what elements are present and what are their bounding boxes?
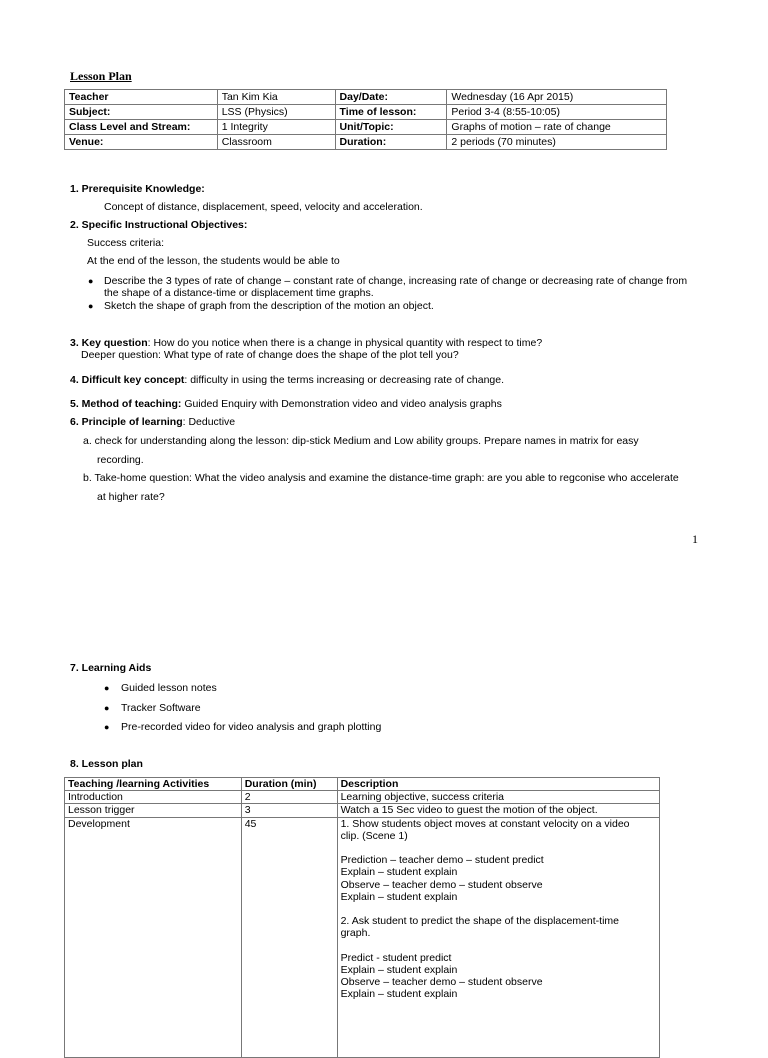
label-subject: Subject: [65,105,218,120]
section5-line [70,398,502,410]
section4-text: : difficulty in using the terms increasing or decreasing rate of change. [184,374,505,386]
section4-label: 4. Difficult key concept [70,374,185,386]
section3-line [70,337,542,349]
section6-b1: b. Take-home question: What the video analysis and examine the distance-time graph: are you able to regconise who accelerate [83,472,679,484]
section1-text: Concept of distance, displacement, speed, velocity and acceleration. [104,201,423,213]
label-venue: Venue: [65,135,218,150]
section6-label: 6. Principle of learning [70,416,183,428]
learning-aid-item: Pre-recorded video for video analysis and graph plotting [121,721,382,733]
value-teacher: Tan Kim Kia [217,90,335,105]
table-cell: 2 [241,791,337,804]
section2-bullet1b: the shape of a distance-time or displacement time graphs. [104,287,374,299]
value-duration: 2 periods (70 minutes) [447,135,667,150]
section2-bullet1a: Describe the 3 types of rate of change – constant rate of change, increasing rate of change or decreasing rate of change from [104,275,688,287]
section5-label: 5. Method of teaching: [70,398,182,410]
table-cell: Lesson trigger [65,804,242,817]
table-cell: Development [65,817,242,1057]
section3-label: 3. Key question [70,337,148,349]
table-header-row [65,778,660,791]
section4-line [70,374,504,386]
label-topic: Unit/Topic: [335,120,447,135]
label-time: Time of lesson: [335,105,447,120]
page-title: Lesson Plan [70,69,132,83]
table-row [65,804,660,817]
column-header: Description [337,778,659,791]
header-table [64,89,667,150]
lesson-plan-table [64,777,660,1058]
bullet-icon: ● [104,703,110,713]
table-row [65,791,660,804]
table-cell: 1. Show students object moves at constant velocity on a video clip. (Scene 1) Prediction – teacher demo – student predict Explain – student explain Observe – teacher demo – student observe Explain – student explain 2. Ask student to predict the shape of the displacement-time graph. Predict - student predict Explain – student explain Observe – teacher demo – student observe Explain – student explain [337,817,659,1057]
section6-a1: a. check for understanding along the lesson: dip-stick Medium and Low ability groups. Prepare names in matrix for easy [83,435,639,447]
section5-text: Guided Enquiry with Demonstration video and video analysis graphs [181,398,502,410]
bullet-icon: ● [104,722,110,732]
section3-deeper: Deeper question: What type of rate of change does the shape of the plot tell you? [81,349,459,361]
value-topic: Graphs of motion – rate of change [447,120,667,135]
value-venue: Classroom [217,135,335,150]
section2-bullet2: Sketch the shape of graph from the description of the motion an object. [104,300,434,312]
value-subject: LSS (Physics) [217,105,335,120]
label-teacher: Teacher [65,90,218,105]
section6-line [70,416,235,428]
label-duration: Duration: [335,135,447,150]
table-cell: Watch a 15 Sec video to guest the motion of the object. [337,804,659,817]
table-cell: Learning objective, success criteria [337,791,659,804]
section6-text: : Deductive [182,416,236,428]
table-cell: Introduction [65,791,242,804]
learning-aid-item: Tracker Software [121,702,201,714]
bullet-icon: ● [88,301,94,311]
label-day-date: Day/Date: [335,90,447,105]
table-row [65,90,667,105]
section2-line1: Success criteria: [87,237,165,249]
table-row [65,120,667,135]
section6-b2: at higher rate? [97,491,165,503]
section2-line2: At the end of the lesson, the students would be able to [87,255,340,267]
value-class: 1 Integrity [217,120,335,135]
table-row [65,135,667,150]
section3-text: : How do you notice when there is a change in physical quantity with respect to time? [147,337,543,349]
section1-heading: 1. Prerequisite Knowledge: [70,183,205,195]
bullet-icon: ● [104,683,110,693]
section2-heading: 2. Specific Instructional Objectives: [70,219,248,231]
column-header: Duration (min) [241,778,337,791]
section7-heading: 7. Learning Aids [70,662,152,674]
learning-aid-item: Guided lesson notes [121,682,217,694]
table-row [65,817,660,1057]
column-header: Teaching /learning Activities [65,778,242,791]
value-day-date: Wednesday (16 Apr 2015) [447,90,667,105]
table-cell: 3 [241,804,337,817]
table-cell: 45 [241,817,337,1057]
section8-heading: 8. Lesson plan [70,758,143,770]
label-class: Class Level and Stream: [65,120,218,135]
bullet-icon: ● [88,276,94,286]
page-number: 1 [692,532,698,546]
section6-a2: recording. [97,454,144,466]
value-time: Period 3-4 (8:55-10:05) [447,105,667,120]
table-row [65,105,667,120]
